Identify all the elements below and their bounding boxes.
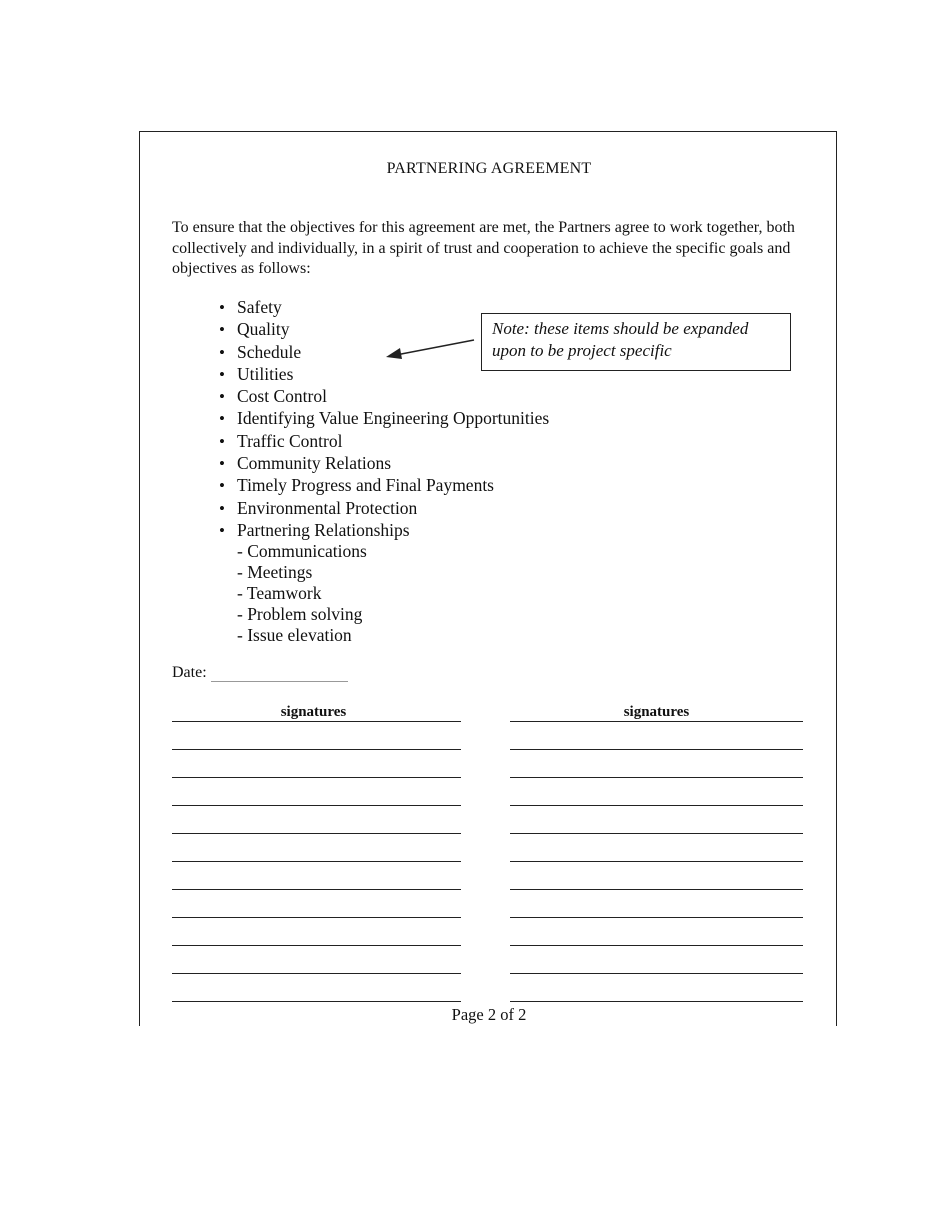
signature-line[interactable] <box>172 946 461 974</box>
goal-label: Schedule <box>237 341 302 362</box>
signature-header <box>510 702 803 722</box>
signature-line[interactable] <box>172 806 461 834</box>
signature-line[interactable] <box>510 974 803 1002</box>
goal-label: Cost Control <box>237 386 327 407</box>
bullet-icon: • <box>219 454 225 474</box>
bullet-icon: • <box>219 520 225 540</box>
sub-list-item: - Meetings <box>237 561 313 582</box>
bullet-icon: • <box>219 298 225 317</box>
goal-label: Community Relations <box>237 453 392 474</box>
document-title: PARTNERING AGREEMENT <box>386 160 592 177</box>
page-number: Page 2 of 2 <box>451 1005 527 1024</box>
signature-line[interactable] <box>510 890 803 918</box>
signature-line[interactable] <box>172 778 461 806</box>
list-item <box>219 407 549 429</box>
bullet-icon: • <box>219 476 225 496</box>
signature-line[interactable] <box>510 946 803 974</box>
signature-line[interactable] <box>172 722 461 750</box>
bullet-icon: • <box>219 342 225 362</box>
signature-header-label: signatures <box>280 704 347 720</box>
goal-label: Partnering Relationships <box>237 519 410 540</box>
goal-label: Environmental Protection <box>237 497 418 518</box>
date-field <box>172 664 348 682</box>
signature-line[interactable] <box>510 806 803 834</box>
note-box: Note: these items should be expanded upon to be project specific <box>481 313 791 371</box>
date-label: Date: <box>172 664 207 681</box>
list-item <box>219 519 549 541</box>
signature-line[interactable] <box>172 890 461 918</box>
list-item <box>219 430 549 452</box>
goal-label: Identifying Value Engineering Opportunities <box>237 408 550 429</box>
signature-line[interactable] <box>510 750 803 778</box>
bullet-icon: • <box>219 387 225 407</box>
signature-line[interactable] <box>172 834 461 862</box>
signature-line[interactable] <box>510 918 803 946</box>
list-item <box>219 474 549 496</box>
date-blank-line[interactable] <box>211 665 348 682</box>
arrow-left-icon <box>380 335 480 365</box>
list-item <box>219 497 549 519</box>
bullet-icon: • <box>219 431 225 451</box>
list-item <box>219 452 549 474</box>
list-item <box>219 385 549 407</box>
sub-list-item: - Problem solving <box>237 603 363 624</box>
signature-line[interactable] <box>510 778 803 806</box>
signature-column-left <box>172 702 461 1002</box>
signature-column-right <box>510 702 803 1002</box>
signature-line[interactable] <box>172 918 461 946</box>
goal-label: Quality <box>237 319 290 340</box>
signature-line[interactable] <box>172 750 461 778</box>
intro-paragraph <box>172 218 812 280</box>
signature-line[interactable] <box>510 722 803 750</box>
intro-text: To ensure that the objectives for this agreement are met, the Partners agree to work together, both collectively and individually, in a spirit of trust and cooperation to achieve the specific goals and objectives as follows: <box>172 219 795 277</box>
signature-header-label: signatures <box>623 704 690 720</box>
bullet-icon: • <box>219 409 225 429</box>
goal-label: Safety <box>237 297 282 317</box>
bullet-icon: • <box>219 320 225 340</box>
bullet-icon: • <box>219 364 225 384</box>
goal-label: Utilities <box>237 363 294 384</box>
partnering-sub-list <box>237 541 367 645</box>
goal-label: Timely Progress and Final Payments <box>237 475 494 496</box>
signature-header <box>172 702 461 722</box>
signature-line[interactable] <box>172 862 461 890</box>
signature-line[interactable] <box>510 862 803 890</box>
signature-line[interactable] <box>510 834 803 862</box>
goal-label: Traffic Control <box>237 430 343 451</box>
sub-list-item: - Teamwork <box>237 582 322 603</box>
bullet-icon: • <box>219 498 225 518</box>
signature-line[interactable] <box>172 974 461 1002</box>
sub-list-item: - Communications <box>237 541 367 561</box>
sub-list-item: - Issue elevation <box>237 624 352 645</box>
